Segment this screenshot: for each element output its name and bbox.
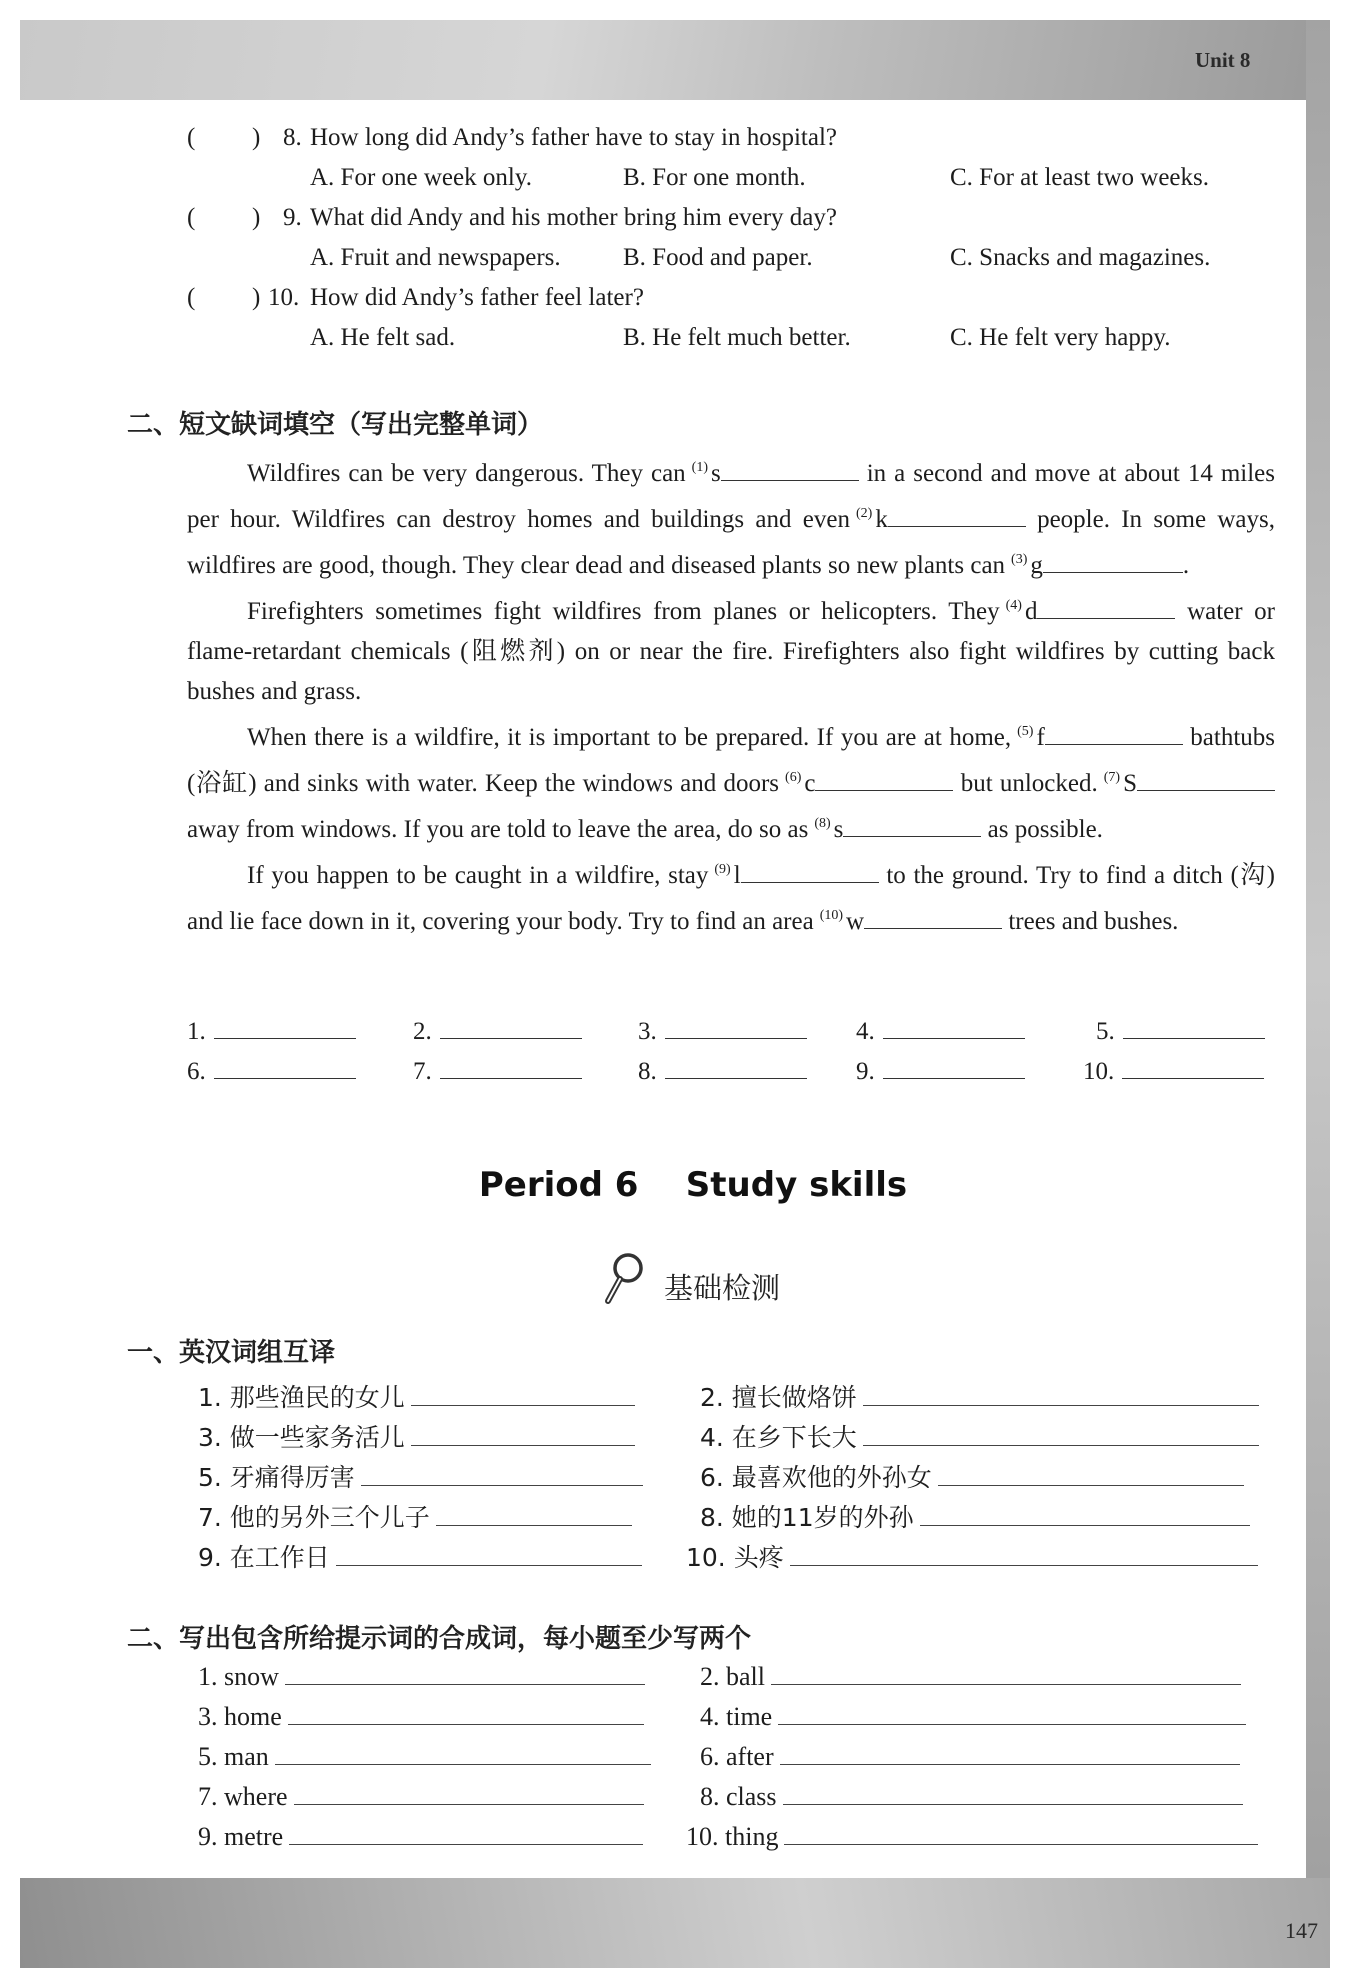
answer-line[interactable] (771, 1664, 1241, 1685)
option-a[interactable]: A. Fruit and newspapers. (310, 244, 561, 271)
cloze-passage (187, 448, 1275, 942)
question-text: How long did Andy’s father have to stay in hospital? (310, 124, 838, 151)
blank-9[interactable] (741, 860, 879, 883)
page-right-shadow (1306, 20, 1330, 1920)
answer-line[interactable] (784, 1824, 1258, 1845)
compound-item-4: 4. time (700, 1702, 1246, 1732)
translate-item-3: 3. 做一些家务活儿 (198, 1418, 635, 1454)
option-a[interactable]: A. He felt sad. (310, 324, 456, 351)
answer-slot-2[interactable]: 2. (413, 1016, 582, 1046)
blank-6[interactable] (815, 768, 953, 791)
answer-line[interactable] (920, 1505, 1250, 1526)
answer-slot-5[interactable]: 5. (1096, 1016, 1265, 1046)
answer-line[interactable] (938, 1465, 1244, 1486)
answer-paren-open[interactable]: ( (187, 284, 196, 311)
answer-line[interactable] (285, 1664, 645, 1685)
answer-slot-7[interactable]: 7. (413, 1056, 582, 1086)
option-c[interactable]: C. For at least two weeks. (950, 164, 1209, 191)
option-c[interactable]: C. He felt very happy. (950, 324, 1171, 351)
answer-slot-10[interactable]: 10. (1083, 1056, 1264, 1086)
answer-paren-close: ) (252, 204, 261, 231)
blank-5[interactable] (1045, 722, 1183, 745)
translate-item-10: 10. 头疼 (686, 1538, 1258, 1574)
compound-item-9: 9. metre (198, 1822, 643, 1852)
question-text: How did Andy’s father feel later? (310, 284, 644, 311)
answer-slot-9[interactable]: 9. (856, 1056, 1025, 1086)
answer-slot-6[interactable]: 6. (187, 1056, 356, 1086)
answer-paren-close: ) (252, 124, 261, 151)
compound-item-7: 7. where (198, 1782, 644, 1812)
question-text: What did Andy and his mother bring him every day? (310, 204, 837, 231)
translate-item-7: 7. 他的另外三个儿子 (198, 1498, 632, 1534)
question-number: 9. (283, 204, 302, 231)
translate-item-6: 6. 最喜欢他的外孙女 (700, 1458, 1244, 1494)
answer-slot-8[interactable]: 8. (638, 1056, 807, 1086)
cloze-section-title: 二、短文缺词填空（写出完整单词） (127, 410, 544, 440)
blank-7[interactable] (1137, 768, 1275, 791)
translate-item-8: 8. 她的11岁的外孙 (700, 1498, 1250, 1534)
translate-item-1: 1. 那些渔民的女儿 (198, 1378, 635, 1414)
answer-line[interactable] (294, 1784, 644, 1805)
option-b[interactable]: B. Food and paper. (623, 244, 813, 271)
question-number: 8. (283, 124, 302, 151)
blank-10[interactable] (864, 906, 1002, 929)
answer-line[interactable] (411, 1425, 635, 1446)
magnifier-icon (600, 1250, 648, 1306)
answer-line[interactable] (411, 1385, 635, 1406)
translate-item-9: 9. 在工作日 (198, 1538, 642, 1574)
answer-slot-3[interactable]: 3. (638, 1016, 807, 1046)
blank-3[interactable] (1043, 550, 1183, 573)
answer-paren-open[interactable]: ( (187, 204, 196, 231)
page-number: 147 (1285, 1918, 1318, 1943)
answer-line[interactable] (436, 1505, 632, 1526)
option-b[interactable]: B. For one month. (623, 164, 806, 191)
option-b[interactable]: B. He felt much better. (623, 324, 851, 351)
blank-1[interactable] (721, 458, 859, 481)
compound-item-8: 8. class (700, 1782, 1243, 1812)
blank-4[interactable] (1037, 596, 1175, 619)
translate-item-2: 2. 擅长做烙饼 (700, 1378, 1259, 1414)
option-c[interactable]: C. Snacks and magazines. (950, 244, 1211, 271)
passage-paragraph: Wildfires can be very dangerous. They can $^{(1)}$ s in a second and move at about 14 miles per hour. Wildfires can destroy homes and buildings and even $^{(2)}$ k people. In some ways, wildfires are good, though. They clear dead and diseased plants so new plants can $^{(3)}$ g . (187, 460, 1275, 579)
compound-item-6: 6. after (700, 1742, 1240, 1772)
blank-2[interactable] (888, 504, 1026, 527)
translate-section-title: 一、英汉词组互译 (127, 1338, 336, 1368)
basic-check-label: 基础检测 (664, 1271, 781, 1305)
period-title: Period 6 Study skills (478, 1165, 908, 1205)
passage-paragraph: When there is a wildfire, it is important to be prepared. If you are at home, $^{(5)}$ f bathtubs (浴缸) and sinks with water. Keep the windows and doors $^{(6)}$ c but unlocked. $^{(7)}$ S away from windows. If you are told to leave the area, do so as $^{(8)}$ s as possible. (187, 724, 1276, 843)
answer-line[interactable] (336, 1545, 642, 1566)
answer-line[interactable] (275, 1744, 651, 1765)
compound-item-10: 10. thing (686, 1822, 1258, 1852)
answer-line[interactable] (863, 1425, 1259, 1446)
answer-slot-4[interactable]: 4. (856, 1016, 1025, 1046)
page-panel (20, 100, 1306, 1878)
answer-line[interactable] (783, 1784, 1243, 1805)
compound-section-title: 二、写出包含所给提示词的合成词，每小题至少写两个 (127, 1624, 752, 1654)
option-a[interactable]: A. For one week only. (310, 164, 532, 191)
answer-line[interactable] (780, 1744, 1240, 1765)
unit-label: Unit 8 (1195, 48, 1251, 72)
answer-line[interactable] (790, 1545, 1258, 1566)
passage-paragraph: Firefighters sometimes fight wildfires from planes or helicopters. They $^{(4)}$ d water or flame-retardant chemicals (阻燃剂) on or near the fire. Firefighters also fight wildfires by cutting back bushes and grass. (187, 598, 1276, 705)
blank-8[interactable] (843, 814, 981, 837)
answer-line[interactable] (778, 1704, 1246, 1725)
compound-item-3: 3. home (198, 1702, 644, 1732)
compound-item-5: 5. man (198, 1742, 651, 1772)
passage-paragraph: If you happen to be caught in a wildfire, stay $^{(9)}$ l to the ground. Try to find a ditch (沟) and lie face down in it, covering your body. Try to find an area $^{(10)}$ w trees and bushes. (187, 862, 1275, 935)
answer-line[interactable] (863, 1385, 1259, 1406)
answer-paren-open[interactable]: ( (187, 124, 196, 151)
page-bottom-shadow (20, 1878, 1330, 1968)
question-number: 10. (268, 284, 300, 311)
translate-item-4: 4. 在乡下长大 (700, 1418, 1259, 1454)
answer-slot-1[interactable]: 1. (187, 1016, 356, 1046)
answer-line[interactable] (289, 1824, 643, 1845)
translate-item-5: 5. 牙痛得厉害 (198, 1458, 643, 1494)
answer-paren-close: ) (252, 284, 261, 311)
compound-item-1: 1. snow (198, 1662, 645, 1692)
answer-line[interactable] (361, 1465, 643, 1486)
compound-item-2: 2. ball (700, 1662, 1241, 1692)
answer-line[interactable] (288, 1704, 644, 1725)
page-top-shadow (20, 20, 1330, 100)
